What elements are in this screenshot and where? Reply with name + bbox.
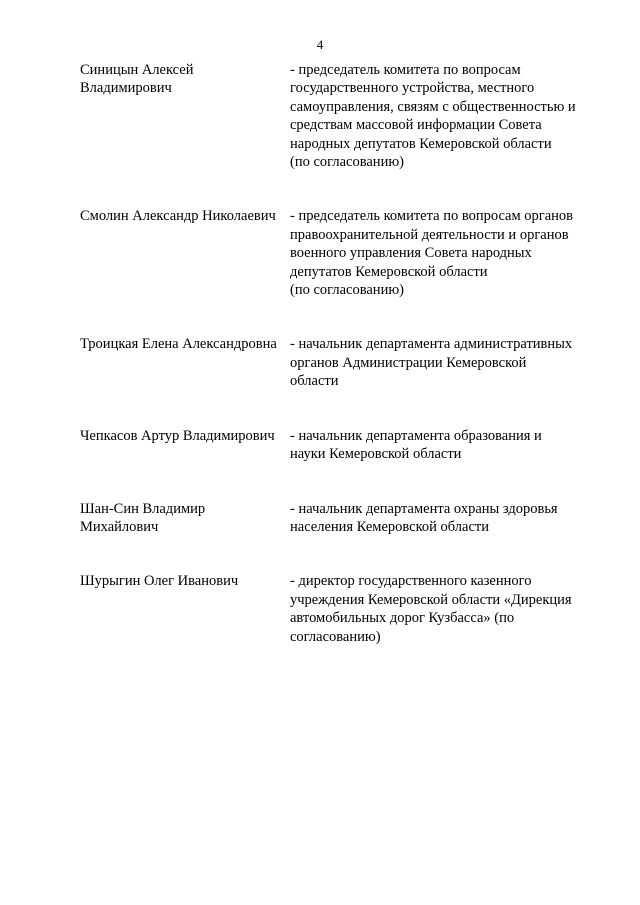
member-role: - председатель комитета по вопросам государственного устройства, местного самоуправления, связям с общественностью и средствам массовой информации Совета народных депутатов Кемеровской области (по согласованию)	[290, 62, 576, 171]
page-number: 4	[316, 37, 324, 52]
member-role: - начальник департамента охраны здоровья населения Кемеровской области	[290, 500, 558, 535]
member-name: Чепкасов Артур Владимирович	[80, 427, 275, 444]
member-entry	[80, 572, 600, 646]
member-entry	[80, 207, 600, 299]
member-role: - председатель комитета по вопросам органов правоохранительной деятельности и органов военного управления Совета народных депутатов Кемеровской области (по согласованию)	[290, 208, 574, 299]
member-name: Шурыгин Олег Иванович	[80, 573, 239, 590]
member-entry	[80, 335, 600, 390]
member-role: - начальник департамента административных органов Администрации Кемеровской области	[290, 336, 573, 390]
member-name: Смолин Александр Николаевич	[80, 208, 276, 225]
member-name: Шан-Син Владимир Михайлович	[80, 500, 206, 535]
member-name: Синицын Алексей Владимирович	[80, 62, 194, 97]
member-role: - начальник департамента образования и науки Кемеровской области	[290, 427, 542, 463]
member-entry	[80, 61, 600, 171]
member-entry	[80, 427, 600, 464]
member-entry	[80, 500, 600, 537]
member-list	[80, 61, 600, 646]
member-name: Троицкая Елена Александровна	[80, 336, 277, 353]
member-role: - директор государственного казенного учреждения Кемеровской области «Дирекция автомобильных дорог Кузбасса» (по согласованию)	[290, 573, 572, 645]
